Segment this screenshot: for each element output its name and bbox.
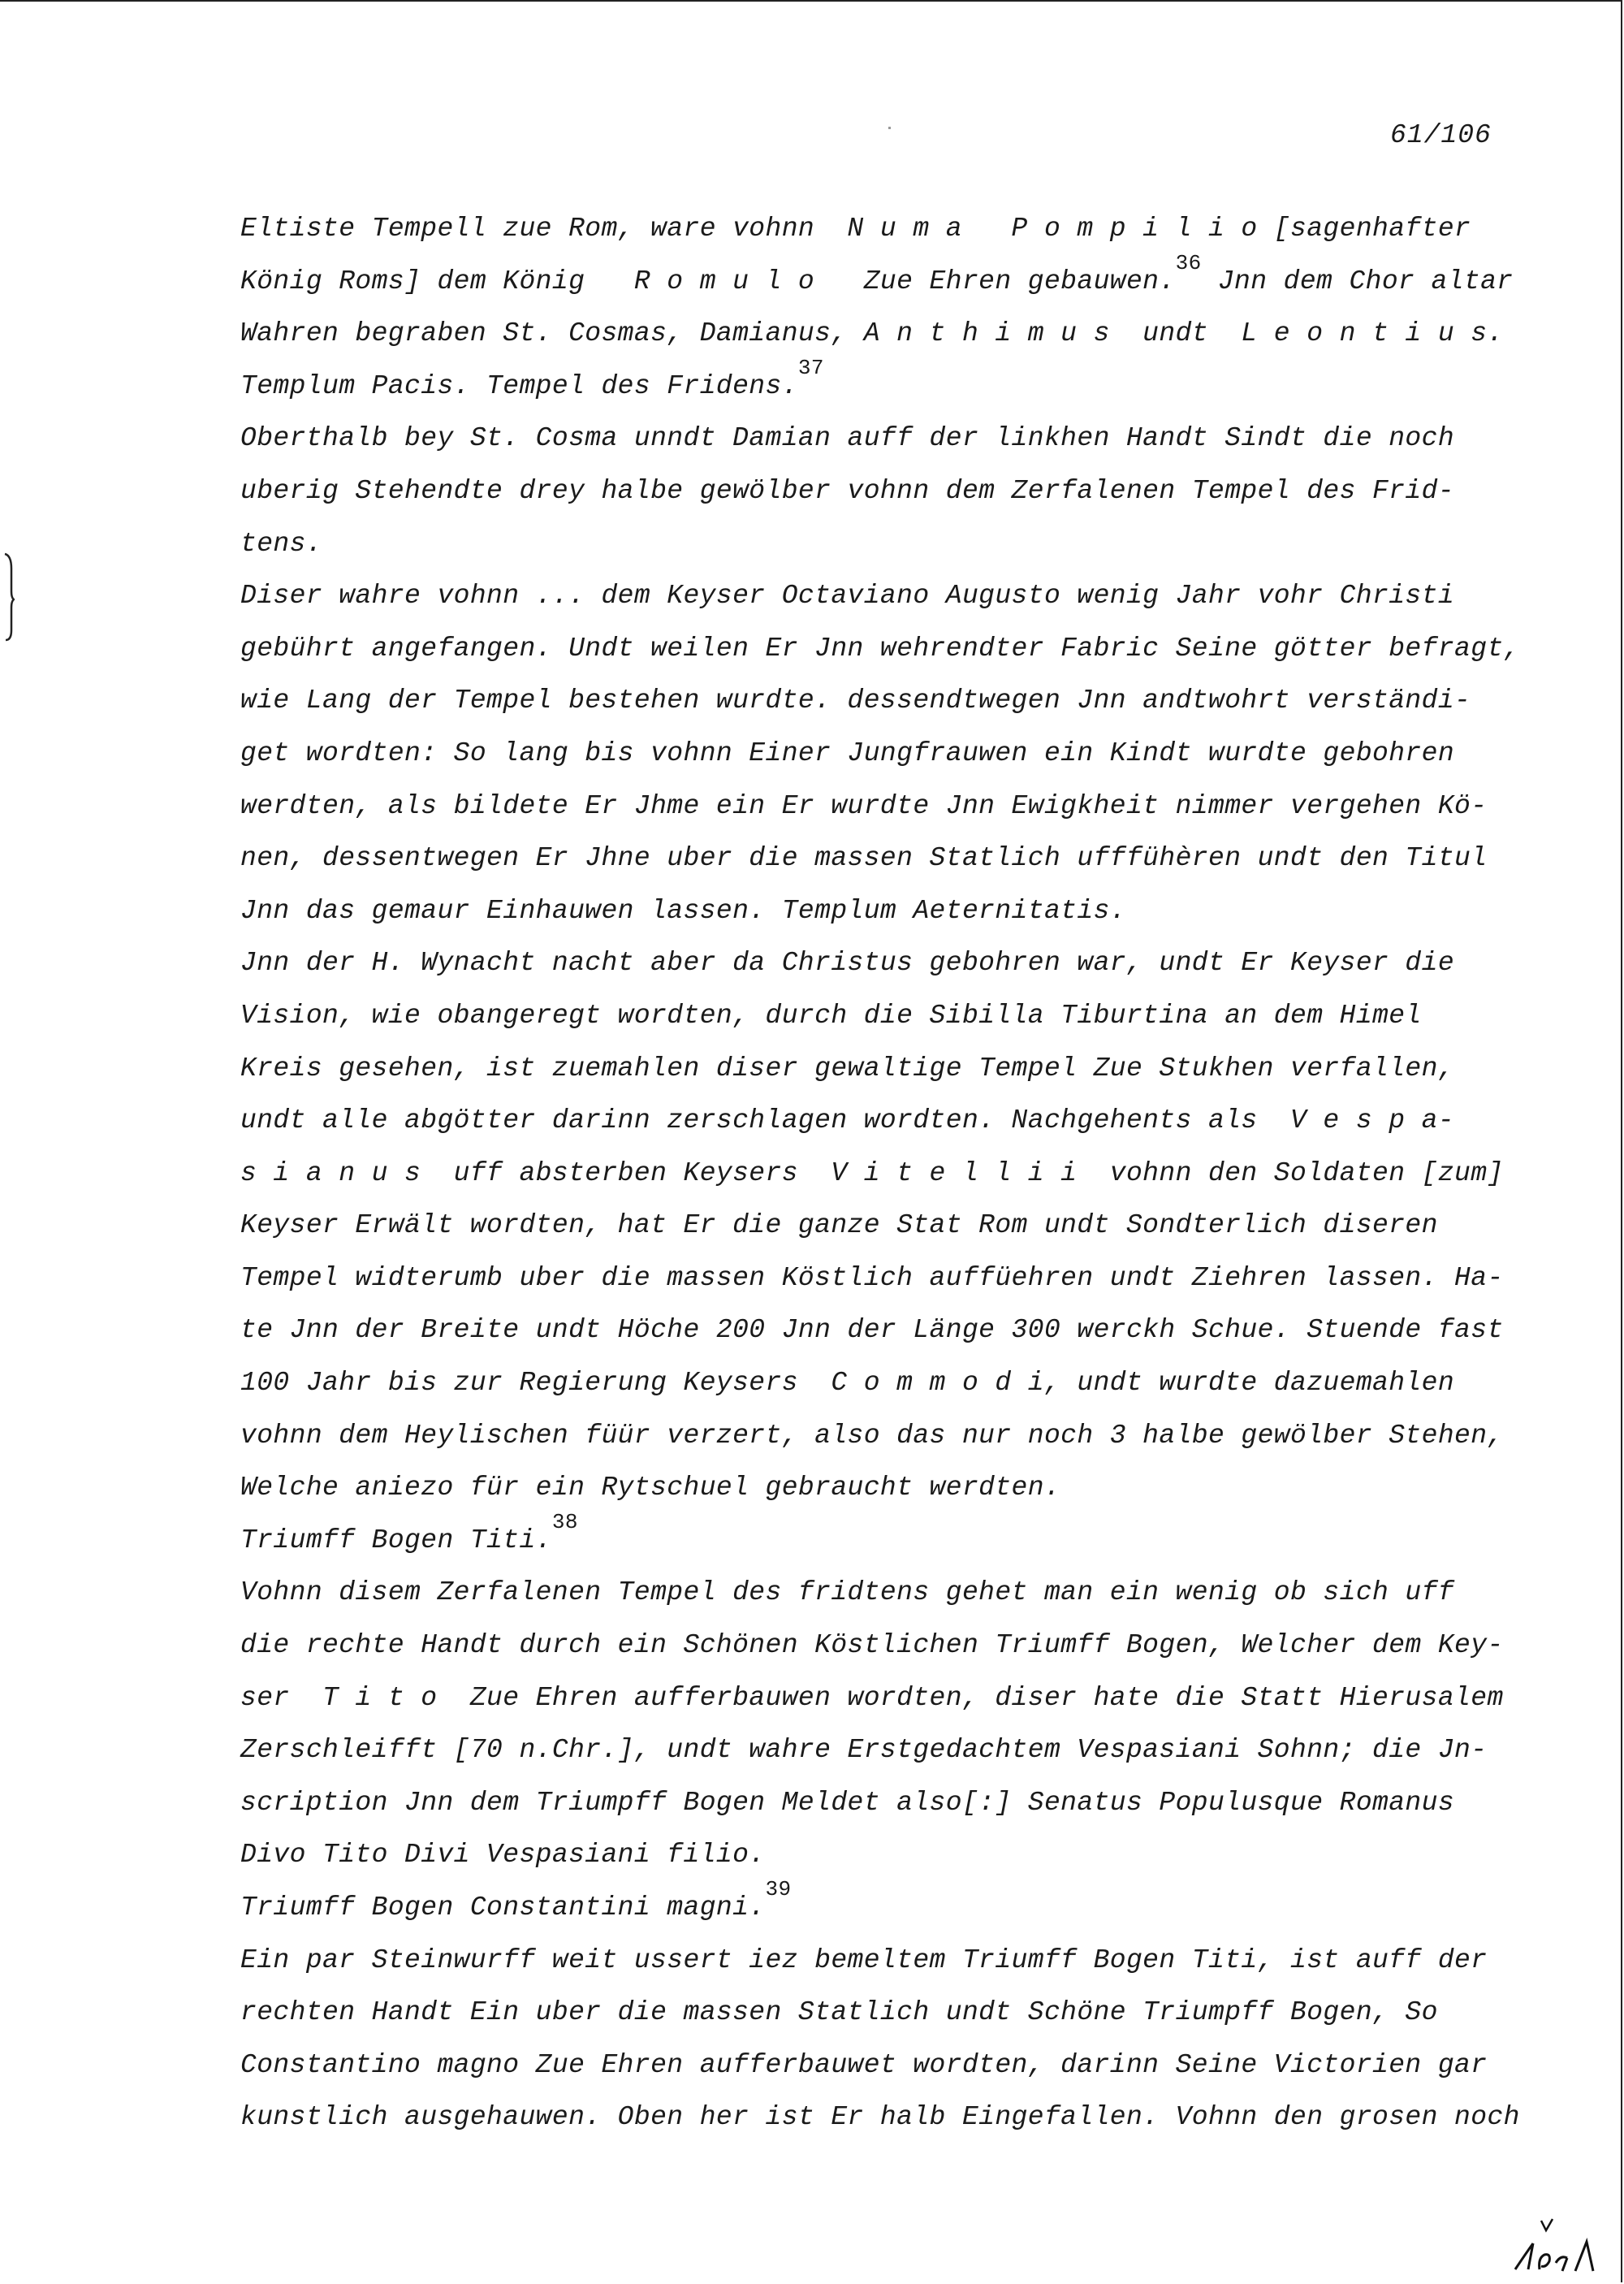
margin-bracket-mark	[3, 552, 15, 642]
text-segment: Oberthalb bey St. Cosma unndt Damian auff der linkhen Handt Sindt die noch	[240, 423, 1455, 454]
text-segment: vohnn dem Heylischen füür verzert, also das nur noch 3 halbe gewölber Stehen,	[240, 1420, 1504, 1451]
text-segment: Jnn dem Chor altar	[1201, 266, 1514, 296]
scan-speck	[888, 127, 891, 129]
text-segment: wie Lang der Tempel bestehen wurdte. dessendtwegen Jnn andtwohrt verständi-	[240, 686, 1471, 716]
footnote-marker: 39	[765, 1877, 792, 1901]
text-line	[240, 1262, 1523, 1315]
text-line	[240, 1157, 1523, 1210]
text-segment: Jnn der H. Wynacht nacht aber da Christus gebohren war, undt Er Keyser die	[240, 948, 1455, 979]
text-segment: König Roms] dem König R o m u l o Zue Ehren gebauwen.	[240, 266, 1176, 296]
text-line	[240, 1000, 1523, 1053]
text-line	[240, 738, 1523, 790]
text-line	[240, 1682, 1523, 1735]
text-line	[240, 2101, 1523, 2154]
text-line	[240, 318, 1523, 370]
text-segment: Zerschleifft [70 n.Chr.], undt wahre Erstgedachtem Vespasiani Sohnn; die Jn-	[240, 1735, 1488, 1766]
text-segment: Diser wahre vohnn ... dem Keyser Octaviano Augusto wenig Jahr vohr Christi	[240, 581, 1455, 612]
text-line	[240, 790, 1523, 843]
footnote-marker: 36	[1175, 250, 1202, 275]
page-number: 61/106	[1390, 120, 1492, 150]
text-line	[240, 1734, 1523, 1787]
text-line	[240, 528, 1523, 581]
text-segment: Welche aniezo für ein Rytschuel gebraucht werdten.	[240, 1473, 1061, 1503]
text-line	[240, 1209, 1523, 1262]
text-segment: gebührt angefangen. Undt weilen Er Jnn wehrendter Fabric Seine götter befragt,	[240, 633, 1520, 664]
text-line	[240, 250, 1523, 318]
text-segment: uberig Stehendte drey halbe gewölber vohnn dem Zerfalenen Tempel des Frid-	[240, 475, 1455, 506]
text-line	[240, 1472, 1523, 1525]
document-text	[240, 213, 1523, 2154]
text-segment: kunstlich ausgehauwen. Oben her ist Er halb Eingefallen. Vohnn den grosen noch	[240, 2102, 1520, 2133]
text-line	[240, 1577, 1523, 1629]
text-line	[240, 1420, 1523, 1473]
text-segment: undt alle abgötter darinn zerschlagen wordten. Nachgehents als V e s p a-	[240, 1105, 1455, 1136]
text-line	[240, 1629, 1523, 1682]
text-segment: scription Jnn dem Triumpff Bogen Meldet also[:] Senatus Populusque Romanus	[240, 1787, 1455, 1818]
text-segment: die rechte Handt durch ein Schönen Köstlichen Triumff Bogen, Welcher dem Key-	[240, 1630, 1504, 1661]
text-segment: Tempel widterumb uber die massen Köstlich auffüehren undt Ziehren lassen. Ha-	[240, 1262, 1504, 1293]
text-segment: Divo Tito Divi Vespasiani filio.	[240, 1840, 766, 1871]
text-segment: 100 Jahr bis zur Regierung Keysers C o m m o d i, undt wurdte dazuemahlen	[240, 1368, 1455, 1399]
text-segment: Vision, wie obangeregt wordten, durch die Sibilla Tiburtina an dem Himel	[240, 1000, 1422, 1031]
text-segment: Triumff Bogen Titi.	[240, 1525, 552, 1555]
text-segment: Eltiste Tempell zue Rom, ware vohnn N u m a P o m p i l i o [sagenhafter	[240, 214, 1471, 244]
text-line	[240, 1105, 1523, 1157]
footnote-marker: 38	[551, 1509, 578, 1534]
text-line	[240, 1367, 1523, 1420]
text-line	[240, 685, 1523, 738]
text-line	[240, 1053, 1523, 1105]
text-segment: Kreis gesehen, ist zuemahlen diser gewaltige Tempel Zue Stukhen verfallen,	[240, 1053, 1455, 1084]
text-line	[240, 475, 1523, 528]
text-line	[240, 422, 1523, 475]
text-line	[240, 842, 1523, 895]
text-line	[240, 213, 1523, 266]
text-line	[240, 633, 1523, 686]
text-segment: get wordten: So lang bis vohnn Einer Jungfrauwen ein Kindt wurdte gebohren	[240, 738, 1455, 768]
handwritten-folio-mark	[1509, 2217, 1606, 2274]
text-segment: Wahren begraben St. Cosmas, Damianus, A n t h i m u s undt L e o n t i u s.	[240, 318, 1504, 349]
text-line	[240, 1787, 1523, 1840]
text-segment: Ein par Steinwurff weit ussert iez bemeltem Triumff Bogen Titi, ist auff der	[240, 1944, 1488, 1975]
text-segment: Templum Pacis. Tempel des Fridens.	[240, 370, 798, 401]
text-segment: te Jnn der Breite undt Höche 200 Jnn der Länge 300 werckh Schue. Stuende fast	[240, 1315, 1504, 1346]
text-line	[240, 1509, 1523, 1577]
text-line	[240, 1839, 1523, 1892]
text-line	[240, 1996, 1523, 2049]
text-segment: s i a n u s uff absterben Keysers V i t e l l i i vohnn den Soldaten [zum]	[240, 1157, 1504, 1188]
text-segment: Keyser Erwält wordten, hat Er die ganze Stat Rom undt Sondterlich diseren	[240, 1210, 1438, 1241]
text-line	[240, 2049, 1523, 2102]
text-line	[240, 355, 1523, 423]
text-segment: Constantino magno Zue Ehren aufferbauwet wordten, darinn Seine Victorien gar	[240, 2049, 1488, 2080]
text-line	[240, 947, 1523, 1000]
text-segment: rechten Handt Ein uber die massen Statlich undt Schöne Triumpff Bogen, So	[240, 1997, 1438, 2028]
text-segment: ser T i t o Zue Ehren aufferbauwen wordten, diser hate die Statt Hierusalem	[240, 1682, 1504, 1713]
text-line	[240, 895, 1523, 948]
text-segment: tens.	[240, 528, 323, 559]
text-segment: Vohnn disem Zerfalenen Tempel des fridtens gehet man ein wenig ob sich uff	[240, 1577, 1455, 1608]
text-line	[240, 1944, 1523, 1997]
text-segment: nen, dessentwegen Er Jhne uber die massen Statlich ufffühèren undt den Titul	[240, 843, 1488, 874]
text-segment: Jnn das gemaur Einhauwen lassen. Templum Aeternitatis.	[240, 895, 1126, 926]
text-line	[240, 1314, 1523, 1367]
text-line	[240, 580, 1523, 633]
text-line	[240, 1877, 1523, 1944]
text-segment: werdten, als bildete Er Jhme ein Er wurdte Jnn Ewigkheit nimmer vergehen Kö-	[240, 790, 1488, 821]
footnote-marker: 37	[797, 355, 824, 380]
text-segment: Triumff Bogen Constantini magni.	[240, 1893, 766, 1923]
